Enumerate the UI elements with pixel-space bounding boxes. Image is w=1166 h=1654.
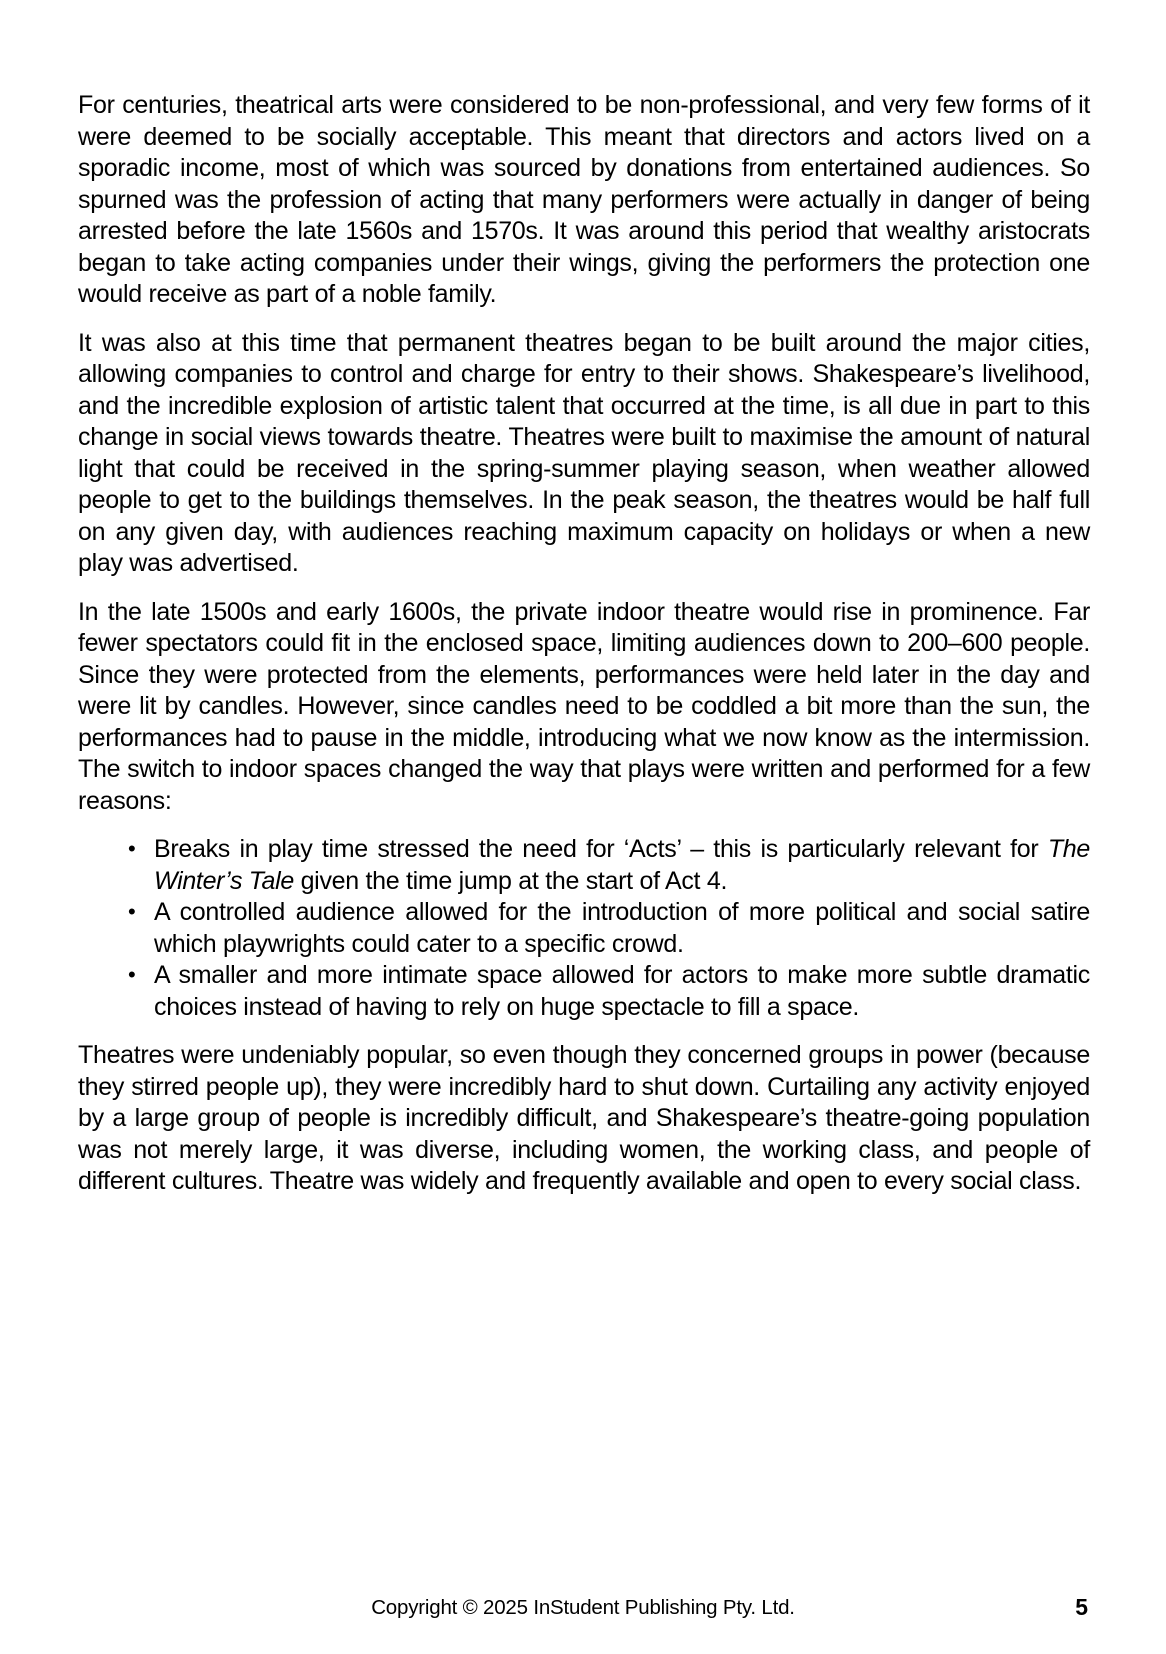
page-number: 5 (1075, 1594, 1088, 1620)
list-item-acts (78, 834, 1090, 897)
copyright-text: Copyright © 2025 InStudent Publishing Pty. Ltd. (371, 1596, 795, 1619)
bullet-list (78, 834, 1090, 1023)
list-item-text (154, 835, 1090, 895)
bullet-icon: • (128, 899, 136, 924)
list-item-intimate-space (78, 960, 1090, 1023)
paragraph-history-of-acting: For centuries, theatrical arts were considered to be non-professional, and very few forms of it were deemed to be socially acceptable. This meant that directors and actors lived on a sporadic income, most of which was sourced by donations from entertained audiences. So spurned was the profession of acting that many performers were actually in danger of being arrested before the late 1560s and 1570s. It was around this period that wealthy aristocrats began to take acting companies under their wings, giving the performers the protection one would receive as part of a noble family. (78, 91, 1090, 308)
paragraph-permanent-theatres: It was also at this time that permanent theatres began to be built around the major cities, allowing companies to control and charge for entry to their shows. Shakespeare’s livelihood, and the incredible explosion of artistic talent that occurred at the time, is all due in part to this change in social views towards theatre. Theatres were built to maximise the amount of natural light that could be received in the spring-summer playing season, when weather allowed people to get to the buildings themselves. In the peak season, the theatres would be half full on any given day, with audiences reaching maximum capacity on holidays or when a new play was advertised. (78, 328, 1090, 577)
list-item-text-pre: A controlled audience allowed for the introduction of more political and social satire which playwrights could cater to a specific crowd. (154, 898, 1090, 958)
list-item-text-pre: Breaks in play time stressed the need for ‘Acts’ – this is particularly relevant for (154, 835, 1048, 863)
list-item-text-pre: A smaller and more intimate space allowed for actors to make more subtle dramatic choices instead of having to rely on huge spectacle to fill a space. (154, 961, 1090, 1021)
bullet-icon: • (128, 836, 136, 861)
page-content (78, 90, 1090, 1198)
page-footer (0, 1596, 1166, 1630)
list-item-controlled-audience (78, 897, 1090, 960)
list-item-text-post: given the time jump at the start of Act 4. (293, 866, 728, 895)
list-item-text (154, 961, 1090, 1021)
book-title-winters-tale: The Winter’s Tale (154, 835, 1090, 895)
list-item-text (154, 898, 1090, 958)
paragraph-indoor-theatre: In the late 1500s and early 1600s, the private indoor theatre would rise in prominence. Far fewer spectators could fit in the enclosed space, limiting audiences down to 200–600 people. Since they were protected from the elements, performances were held later in the day and were lit by candles. However, since candles need to be coddled a bit more than the sun, the performances had to pause in the middle, introducing what we now know as the intermission. The switch to indoor spaces changed the way that plays were written and performed for a few reasons: (78, 597, 1090, 815)
bullet-icon: • (128, 962, 136, 987)
paragraph-theatre-popularity: Theatres were undeniably popular, so even though they concerned groups in power (because they stirred people up), they were incredibly hard to shut down. Curtailing any activity enjoyed by a large group of people is incredibly difficult, and Shakespeare’s theatre-going population was not merely large, it was diverse, including women, the working class, and people of different cultures. Theatre was widely and frequently available and open to every social class. (78, 1041, 1090, 1195)
